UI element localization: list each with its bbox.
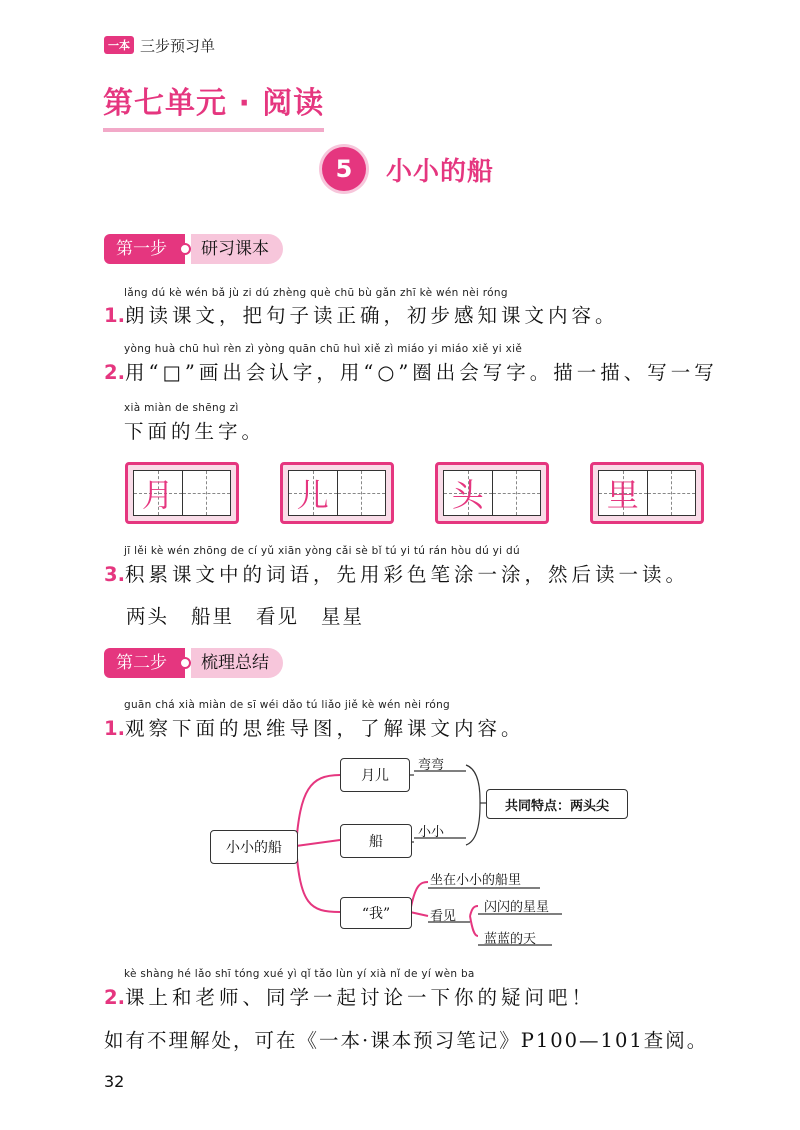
word-2[interactable]: 船里 xyxy=(191,605,235,628)
s1q3-line xyxy=(104,559,689,587)
grid-char-1: 月 xyxy=(141,476,174,514)
writing-grid-4[interactable] xyxy=(590,462,704,524)
s1q2-line xyxy=(104,357,718,385)
s2q2-line xyxy=(104,982,595,1010)
s1q3-text: 积累课文中的词语，先用彩色笔涂一涂，然后读一读。 xyxy=(124,563,689,586)
s2q1-text: 观察下面的思维导图，了解课文内容。 xyxy=(124,717,525,740)
lesson-number-badge: 5 xyxy=(322,147,366,191)
unit-title: 第七单元 · 阅读 xyxy=(103,78,324,132)
step1-dot xyxy=(179,243,191,255)
s2q1-number: 1. xyxy=(104,717,125,740)
mm-common: 共同特点：两头尖 xyxy=(486,789,628,819)
s1q1-number: 1. xyxy=(104,304,125,327)
reference-note: 如有不理解处，可在《一本·课本预习笔记》P100—101查阅。 xyxy=(104,1029,709,1052)
s1q2-text2: 下面的生字。 xyxy=(124,420,266,443)
step1-banner xyxy=(104,233,283,265)
s1q3-number: 3. xyxy=(104,563,125,586)
mm-moon-desc: 弯弯 xyxy=(418,758,445,773)
mm-see2: 蓝蓝的天 xyxy=(484,932,537,947)
step1-title: 研习课本 xyxy=(191,234,283,264)
grid-char-2: 儿 xyxy=(296,476,329,514)
step2-banner xyxy=(104,647,283,679)
series-title: 三步预习单 xyxy=(140,36,216,55)
s2q2-pinyin: kè shàng hé lǎo shī tóng xué yì qǐ tǎo lùn yí xià nǐ de yí wèn ba xyxy=(124,968,475,980)
mm-me: “我” xyxy=(340,897,412,929)
s1q2-text: 用“□”画出会认字，用“○”圈出会写字。描一描、写一写 xyxy=(124,361,718,384)
branch-boat xyxy=(296,840,340,846)
grid-char-4: 里 xyxy=(606,476,639,514)
page-header xyxy=(104,34,215,56)
branch-see2 xyxy=(470,916,478,936)
s1q2-pinyin2: xià miàn de shēng zì xyxy=(124,402,239,414)
branch-me-see xyxy=(410,912,428,916)
common-bracket xyxy=(466,765,480,845)
lesson-title: 小小的船 xyxy=(386,156,495,187)
branch-me xyxy=(296,846,340,912)
word-1[interactable]: 两头 xyxy=(126,605,170,628)
s1q1-pinyin: lǎng dú kè wén bǎ jù zi dú zhèng què chū bù gǎn zhī kè wén nèi róng xyxy=(124,287,508,299)
s1q2-pinyin: yòng huà chū huì rèn zì yòng quān chū huì xiě zì miáo yi miáo xiě yi xiě xyxy=(124,343,523,355)
step2-dot xyxy=(179,657,191,669)
writing-grid-1[interactable] xyxy=(125,462,239,524)
lesson-heading xyxy=(322,147,494,191)
mm-me-see: 看见 xyxy=(430,909,457,924)
s2q1-pinyin: guān chá xià miàn de sī wéi dǎo tú liǎo jiě kè wén nèi róng xyxy=(124,699,450,711)
page-number: 32 xyxy=(104,1072,125,1091)
s2q1-line xyxy=(104,713,525,741)
step2-label: 第二步 xyxy=(104,648,185,678)
grid-char-3: 头 xyxy=(451,476,484,514)
s2q2-number: 2. xyxy=(104,986,125,1009)
s1q2-number: 2. xyxy=(104,361,125,384)
step2-title: 梳理总结 xyxy=(191,648,283,678)
mm-see1: 闪闪的星星 xyxy=(484,900,550,915)
brand-badge: 一本 xyxy=(104,36,134,54)
s2q2-text: 课上和老师、同学一起讨论一下你的疑问吧！ xyxy=(124,986,595,1009)
writing-grid-2[interactable] xyxy=(280,462,394,524)
writing-grid-3[interactable] xyxy=(435,462,549,524)
mm-root: 小小的船 xyxy=(210,830,298,864)
word-3[interactable]: 看见 xyxy=(256,605,300,628)
branch-moon xyxy=(296,775,340,846)
s1q1-line xyxy=(104,300,619,328)
branch-see1 xyxy=(470,906,478,916)
mm-me-sit: 坐在小小的船里 xyxy=(430,873,522,888)
mm-moon: 月儿 xyxy=(340,758,410,792)
mm-boat-desc: 小小 xyxy=(418,825,445,840)
branch-me-sit xyxy=(410,882,428,912)
s1q1-text: 朗读课文，把句子读正确，初步感知课文内容。 xyxy=(124,304,619,327)
word-list xyxy=(126,601,364,629)
word-4[interactable]: 星星 xyxy=(321,605,365,628)
mm-boat: 船 xyxy=(340,824,412,858)
s1q3-pinyin: jī lěi kè wén zhōng de cí yǔ xiān yòng cǎi sè bǐ tú yi tú rán hòu dú yi dú xyxy=(124,545,520,557)
step1-label: 第一步 xyxy=(104,234,185,264)
